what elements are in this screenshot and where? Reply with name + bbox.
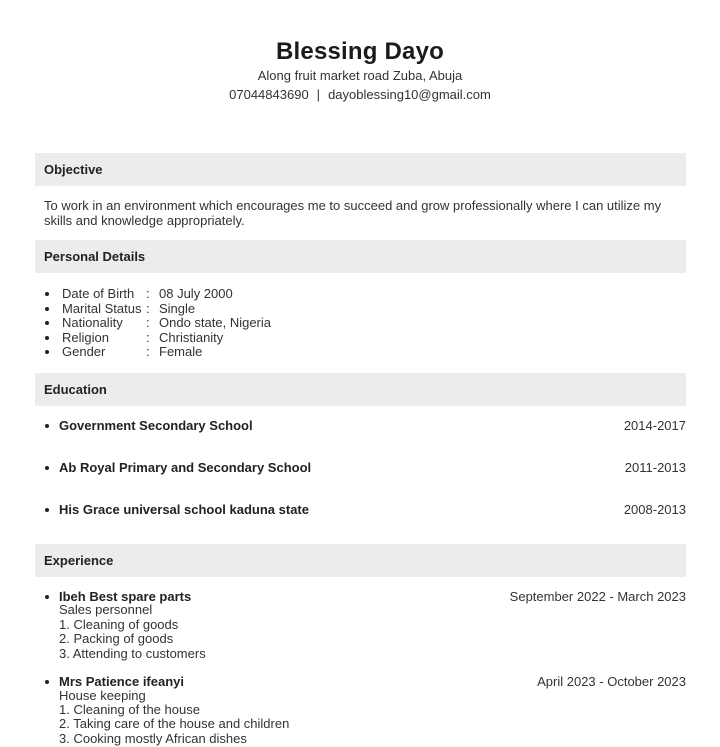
bullet-icon — [45, 680, 49, 684]
detail-value: 08 July 2000 — [159, 286, 233, 301]
section-heading-objective: Objective — [35, 153, 686, 186]
detail-colon: : — [146, 301, 150, 316]
job-duty: 3. Cooking mostly African dishes — [59, 731, 247, 746]
detail-value: Ondo state, Nigeria — [159, 315, 272, 330]
job-duty: 1. Cleaning of the house — [59, 702, 200, 717]
job-duty: 3. Attending to customers — [59, 646, 206, 661]
detail-colon: : — [146, 344, 150, 359]
employer-name: Mrs Patience ifeanyi — [59, 674, 184, 689]
bullet-icon — [45, 321, 49, 325]
detail-label: Religion — [62, 330, 109, 345]
objective-text: To work in an environment which encourages me to succeed and grow professionally where I can utilize my skills and knowledge appropriately. — [44, 198, 662, 228]
phone-number: 07044843690 — [229, 87, 309, 102]
detail-label: Nationality — [62, 315, 123, 330]
bullet-icon — [45, 595, 49, 599]
detail-colon: : — [146, 330, 150, 345]
school-years: 2014-2017 — [623, 418, 686, 433]
school-years: 2008-2013 — [623, 502, 686, 517]
school-name: Ab Royal Primary and Secondary School — [59, 460, 312, 475]
detail-label: Date of Birth — [62, 286, 135, 301]
bullet-icon — [45, 350, 49, 354]
bullet-icon — [45, 292, 49, 296]
detail-value: Single — [159, 301, 196, 316]
employment-dates: September 2022 - March 2023 — [509, 589, 686, 604]
section-heading-personal-details: Personal Details — [35, 240, 686, 273]
employment-dates: April 2023 - October 2023 — [537, 674, 686, 689]
bullet-icon — [45, 336, 49, 340]
section-heading-education: Education — [35, 373, 686, 406]
job-role: Sales personnel — [59, 602, 153, 617]
section-heading-experience: Experience — [35, 544, 686, 577]
detail-colon: : — [146, 286, 150, 301]
detail-value: Christianity — [159, 330, 224, 345]
email-address: dayoblessing10@gmail.com — [328, 87, 491, 102]
candidate-address: Along fruit market road Zuba, Abuja — [257, 68, 463, 83]
candidate-name: Blessing Dayo — [276, 38, 444, 65]
contact-separator: | — [316, 87, 321, 102]
detail-label: Marital Status — [62, 301, 142, 316]
school-name: Government Secondary School — [59, 418, 253, 433]
bullet-icon — [45, 307, 49, 311]
job-duty: 2. Taking care of the house and children — [59, 716, 290, 731]
detail-label: Gender — [62, 344, 106, 359]
detail-colon: : — [146, 315, 150, 330]
employer-name: Ibeh Best spare parts — [59, 589, 192, 604]
bullet-icon — [45, 466, 49, 470]
school-name: His Grace universal school kaduna state — [59, 502, 309, 517]
job-duty: 2. Packing of goods — [59, 631, 174, 646]
job-duty: 1. Cleaning of goods — [59, 617, 179, 632]
bullet-icon — [45, 424, 49, 428]
contact-line — [0, 87, 720, 102]
bullet-icon — [45, 508, 49, 512]
detail-value: Female — [159, 344, 203, 359]
job-role: House keeping — [59, 688, 146, 703]
school-years: 2011-2013 — [624, 460, 686, 475]
